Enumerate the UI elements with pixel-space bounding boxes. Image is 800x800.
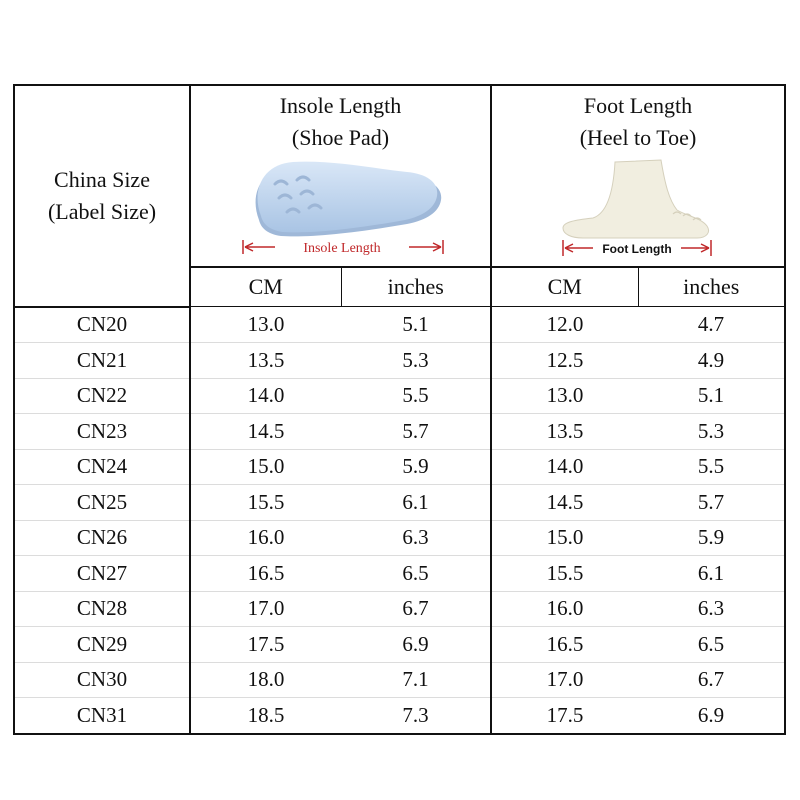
foot-inches-cell: 6.1 [638, 556, 785, 592]
foot-cm-cell: 17.5 [491, 698, 638, 734]
size-cell: CN25 [14, 485, 190, 521]
foot-length-header [491, 85, 785, 267]
table-row [14, 343, 785, 379]
foot-inches-cell: 5.9 [638, 520, 785, 556]
insole-inches-cell: 5.3 [341, 343, 491, 379]
size-cell: CN20 [14, 307, 190, 343]
insole-inches-cell: 6.7 [341, 591, 491, 627]
table-row [14, 307, 785, 343]
size-cell: CN28 [14, 591, 190, 627]
insole-cm-cell: 15.0 [190, 449, 341, 485]
insole-cm-cell: 18.0 [190, 662, 341, 698]
foot-cm-cell: 16.5 [491, 627, 638, 663]
insole-title-line1: Insole Length [279, 93, 402, 118]
foot-inches-cell: 4.9 [638, 343, 785, 379]
foot-cm-cell: 13.0 [491, 378, 638, 414]
insole-inches-cell: 5.9 [341, 449, 491, 485]
foot-arrow-right [681, 244, 709, 252]
size-cell: CN21 [14, 343, 190, 379]
insole-inches-cell: 5.5 [341, 378, 491, 414]
insole-inches-cell: 6.5 [341, 556, 491, 592]
insole-arrow-right [409, 243, 441, 251]
foot-title-line2: (Heel to Toe) [579, 125, 697, 150]
foot-cm-cell: 15.5 [491, 556, 638, 592]
foot-cm-header: CM [491, 267, 638, 307]
foot-inches-cell: 4.7 [638, 307, 785, 343]
insole-inches-cell: 6.1 [341, 485, 491, 521]
foot-cm-cell: 14.0 [491, 449, 638, 485]
insole-inches-cell: 6.3 [341, 520, 491, 556]
foot-cm-cell: 12.0 [491, 307, 638, 343]
table-row [14, 627, 785, 663]
foot-inches-cell: 5.1 [638, 378, 785, 414]
china-size-header-line1: China Size [54, 166, 150, 192]
table-row [14, 378, 785, 414]
table-row [14, 414, 785, 450]
size-chart-table [13, 84, 784, 726]
insole-arrow-left [245, 243, 275, 251]
size-rows [14, 307, 785, 734]
size-cell: CN26 [14, 520, 190, 556]
insole-title-line2: (Shoe Pad) [291, 125, 390, 150]
foot-shape [563, 160, 709, 238]
foot-inches-cell: 5.5 [638, 449, 785, 485]
foot-illustration [553, 154, 723, 258]
foot-cm-cell: 17.0 [491, 662, 638, 698]
insole-inches-cell: 7.3 [341, 698, 491, 734]
insole-inches-cell: 6.9 [341, 627, 491, 663]
size-cell: CN30 [14, 662, 190, 698]
insole-cm-cell: 15.5 [190, 485, 341, 521]
size-cell: CN27 [14, 556, 190, 592]
foot-inches-cell: 5.3 [638, 414, 785, 450]
insole-inches-cell: 5.1 [341, 307, 491, 343]
foot-inches-header: inches [638, 267, 785, 307]
size-cell: CN23 [14, 414, 190, 450]
foot-cm-cell: 14.5 [491, 485, 638, 521]
insole-cm-cell: 17.5 [190, 627, 341, 663]
insole-cm-header: CM [190, 267, 341, 307]
foot-inches-cell: 6.9 [638, 698, 785, 734]
table-row [14, 556, 785, 592]
table-row [14, 698, 785, 734]
table-row [14, 449, 785, 485]
insole-cm-cell: 17.0 [190, 591, 341, 627]
insole-inches-header: inches [341, 267, 491, 307]
china-size-header [14, 85, 190, 307]
insole-length-header [190, 85, 491, 267]
insole-cm-cell: 13.5 [190, 343, 341, 379]
size-cell: CN24 [14, 449, 190, 485]
foot-arrow-left [565, 244, 593, 252]
size-cell: CN22 [14, 378, 190, 414]
foot-caption: Foot Length [602, 242, 672, 256]
foot-cm-cell: 13.5 [491, 414, 638, 450]
foot-cm-cell: 15.0 [491, 520, 638, 556]
table-row [14, 520, 785, 556]
insole-caption: Insole Length [302, 241, 381, 256]
china-size-header-line2: (Label Size) [47, 198, 157, 224]
foot-inches-cell: 6.3 [638, 591, 785, 627]
table-row [14, 591, 785, 627]
size-cell: CN31 [14, 698, 190, 734]
insole-inches-cell: 7.1 [341, 662, 491, 698]
insole-cm-cell: 14.5 [190, 414, 341, 450]
insole-cm-cell: 16.0 [190, 520, 341, 556]
size-cell: CN29 [14, 627, 190, 663]
table-row [14, 485, 785, 521]
foot-inches-cell: 6.7 [638, 662, 785, 698]
insole-inches-cell: 5.7 [341, 414, 491, 450]
insole-cm-cell: 16.5 [190, 556, 341, 592]
foot-inches-cell: 6.5 [638, 627, 785, 663]
insole-cm-cell: 14.0 [190, 378, 341, 414]
foot-cm-cell: 12.5 [491, 343, 638, 379]
foot-inches-cell: 5.7 [638, 485, 785, 521]
foot-title-line1: Foot Length [583, 93, 693, 118]
insole-cm-cell: 13.0 [190, 307, 341, 343]
foot-cm-cell: 16.0 [491, 591, 638, 627]
table-row [14, 662, 785, 698]
insole-illustration [231, 154, 451, 258]
insole-cm-cell: 18.5 [190, 698, 341, 734]
